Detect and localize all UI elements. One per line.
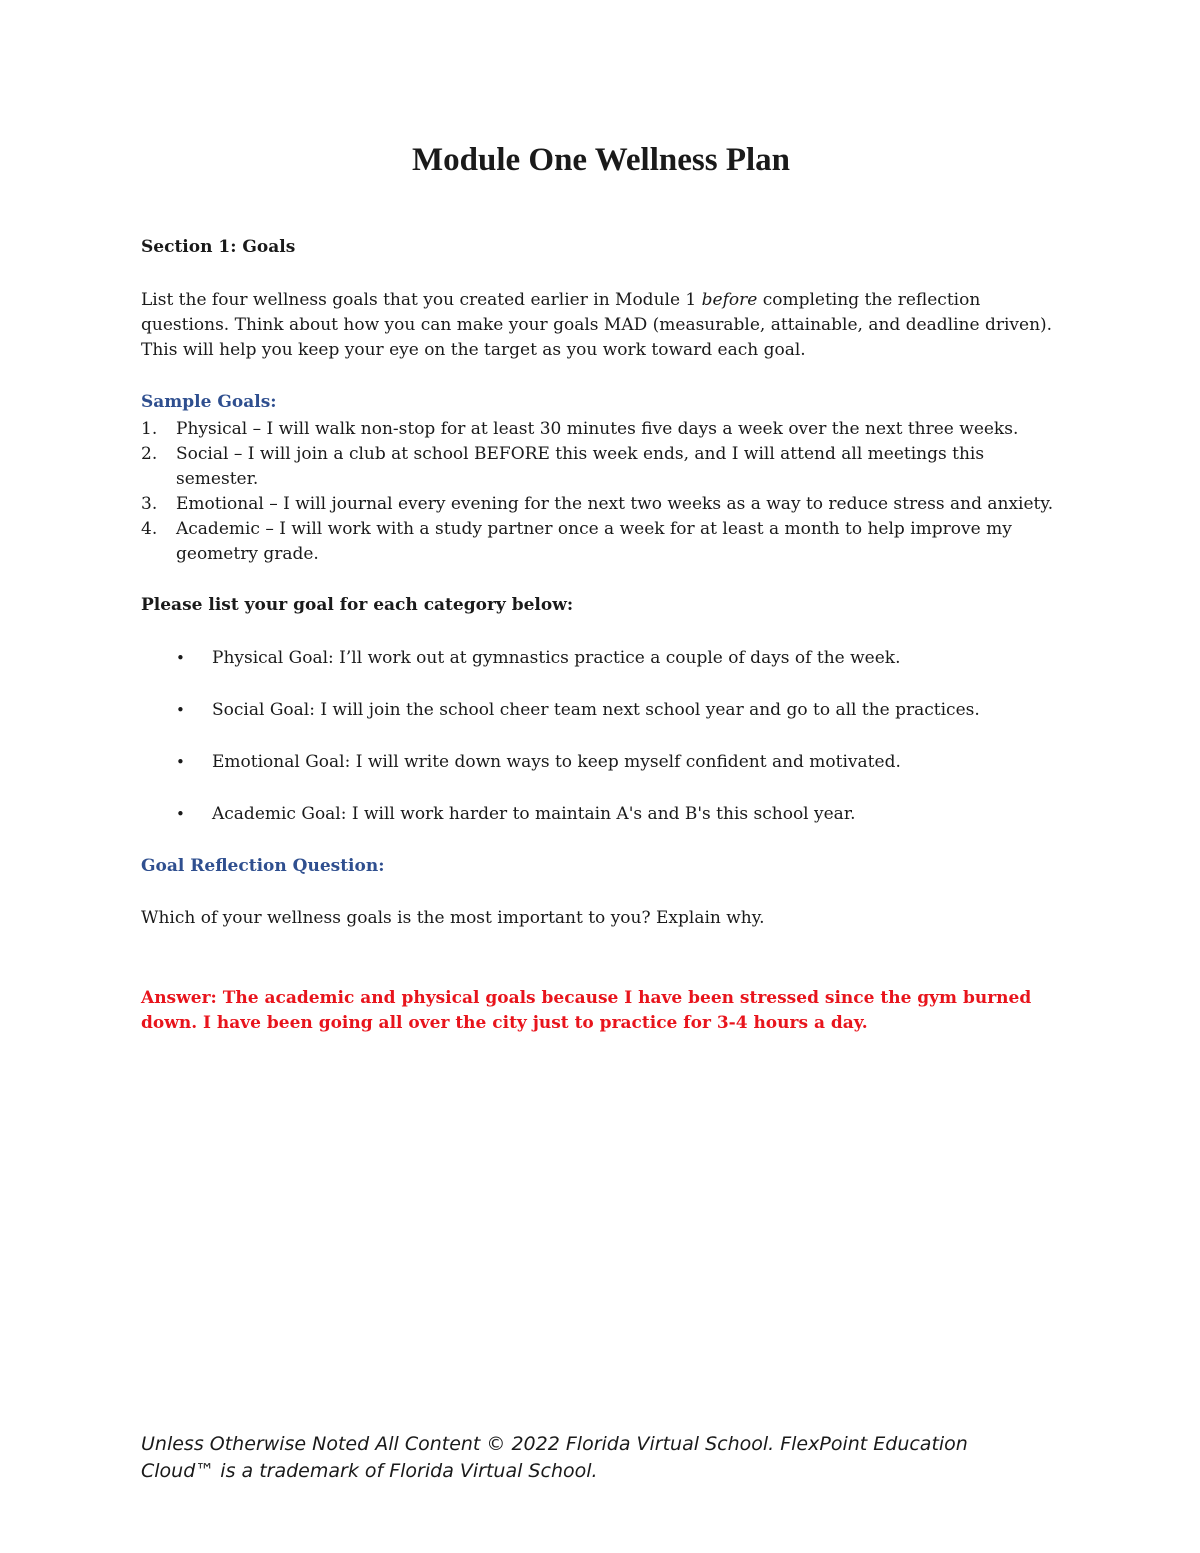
- list-item-text: Emotional – I will journal every evening for the next two weeks as a way to reduce stress and anxiety.: [176, 494, 1054, 514]
- intro-italic-word: before: [701, 290, 758, 310]
- goal-text: Emotional Goal: I will write down ways to keep myself confident and motivated.: [212, 752, 901, 772]
- goal-item-emotional: [141, 750, 980, 802]
- list-number: 4.: [141, 519, 158, 539]
- reflection-heading: Goal Reflection Question:: [141, 856, 385, 876]
- bullet-icon: •: [176, 649, 185, 667]
- reflection-answer: Answer: The academic and physical goals because I have been stressed since the gym burned down. I have been going all over the city just to practice for 3-4 hours a day.: [141, 988, 1032, 1033]
- list-item-text: Physical – I will walk non-stop for at least 30 minutes five days a week over the next three weeks.: [176, 419, 1019, 439]
- reflection-question: Which of your wellness goals is the most important to you? Explain why.: [141, 908, 765, 928]
- goals-list: [141, 646, 980, 854]
- intro-text-start: List the four wellness goals that you created earlier in Module 1: [141, 290, 702, 310]
- bullet-icon: •: [176, 701, 185, 719]
- please-list-heading: Please list your goal for each category below:: [141, 595, 574, 615]
- list-number: 1.: [141, 419, 158, 439]
- intro-text-end: completing the reflection questions. Think about how you can make your goals MAD (measurable, attainable, and deadline driven). This will help you keep your eye on the target as you work toward each goal.: [141, 290, 1053, 360]
- section-heading: Section 1: Goals: [141, 237, 296, 257]
- list-item: [141, 442, 1066, 492]
- goal-item-physical: [141, 646, 980, 698]
- sample-goals-heading: Sample Goals:: [141, 392, 277, 412]
- goal-item-social: [141, 698, 980, 750]
- list-number: 2.: [141, 444, 158, 464]
- bullet-icon: •: [176, 753, 185, 771]
- sample-goals-list: [141, 417, 1066, 567]
- list-item: [141, 492, 1066, 517]
- document-page: [141, 0, 1071, 1553]
- goal-item-academic: [141, 802, 980, 854]
- bullet-icon: •: [176, 805, 185, 823]
- list-item-text: Social – I will join a club at school BEFORE this week ends, and I will attend all meetings this semester.: [176, 444, 985, 489]
- list-number: 3.: [141, 494, 158, 514]
- goal-text: Academic Goal: I will work harder to maintain A's and B's this school year.: [212, 804, 856, 824]
- list-item: [141, 417, 1066, 442]
- goal-text: Physical Goal: I’ll work out at gymnastics practice a couple of days of the week.: [212, 648, 901, 668]
- list-item: [141, 517, 1066, 567]
- page-title: Module One Wellness Plan: [411, 142, 791, 178]
- list-item-text: Academic – I will work with a study partner once a week for at least a month to help improve my geometry grade.: [176, 519, 1012, 564]
- goal-text: Social Goal: I will join the school cheer team next school year and go to all the practices.: [212, 700, 980, 720]
- intro-paragraph: [141, 288, 1066, 363]
- copyright-footer: Unless Otherwise Noted All Content © 2022 Florida Virtual School. FlexPoint Education Cloud™ is a trademark of Florida Virtual School.: [141, 1433, 968, 1482]
